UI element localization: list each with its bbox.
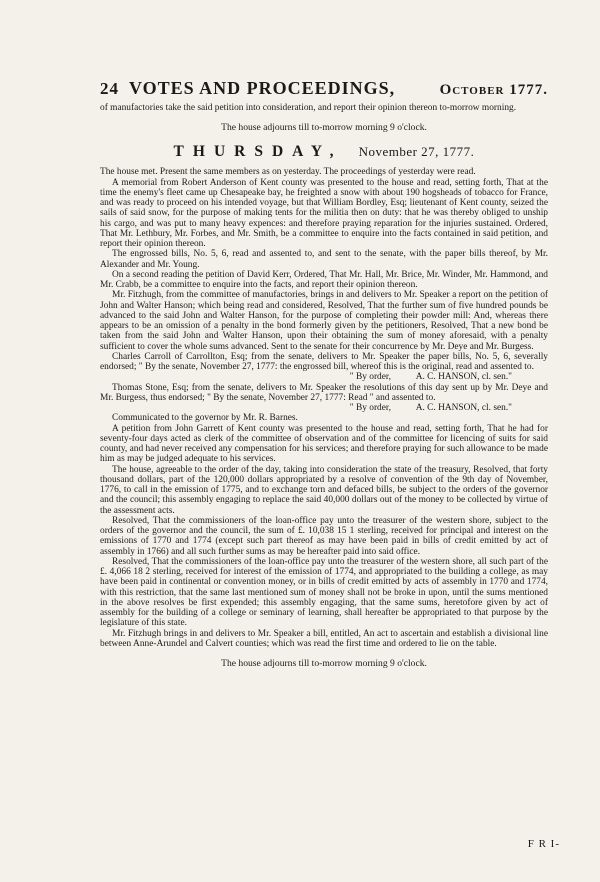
running-title: VOTES AND PROCEEDINGS, xyxy=(129,78,396,98)
day-name: THURSDAY, xyxy=(173,143,343,161)
paragraph: Resolved, That the commissioners of the loan-office pay unto the treasurer of the western shore, subject to the orders of the governor and the council, the sum of £. 10,038 15 1 sterling, received for principal and interest on the emissions of 1770 and 1774 (except such part thereof as may have been paid in bills of credit emitted by act of assembly in 1766) and all such further sums as may be hereafter paid into said office. xyxy=(100,515,548,557)
adjourn-notice-bottom: The house adjourns till to-morrow morning 9 o'clock. xyxy=(221,658,427,669)
paragraph: The house met. Present the same members as on yesterday. The proceedings of yesterday were read. xyxy=(100,167,476,178)
catchword: F R I- xyxy=(527,838,560,850)
signature-line xyxy=(100,403,548,413)
adjourn-notice-top: The house adjourns till to-morrow morning 9 o'clock. xyxy=(221,122,427,134)
running-date: October 1777. xyxy=(439,82,548,98)
paragraph: Resolved, That the commissioners of the loan-office pay unto the treasurer of the western shore, all such part of the £. 4,066 18 2 sterling, received for interest of the emission of 1774, and appropriated to the building a college, as may have been paid in continental or convention money, or in bills of credit emitted by acts of assembly in 1770 and 1774, with this restriction, that the same last mentioned sum of money shall not be broke in upon, until the sums mentioned in the above resolves be first expended; this assembly engaging, that the same sums, heretofore given by act of assembly for the building of a college or seminary of learning, shall hereafter be appropriated to that purpose by the legislature of this state. xyxy=(100,556,548,629)
paragraph: Charles Carroll of Carrollton, Esq; from the senate, delivers to Mr. Speaker the paper bills, No. 5, 6, severally endorsed; " By the senate, November 27, 1777: the engrossed bill, whereof this is the original, read and assented to. xyxy=(100,351,548,372)
signature-by-order: " By order, xyxy=(349,372,391,383)
paragraph: The engrossed bills, No. 5, 6, read and assented to, and sent to the senate, with the paper bills thereof, by Mr. Alexander and Mr. Young. xyxy=(100,249,548,270)
day-date: November 27, 1777. xyxy=(358,144,475,160)
paragraph: Mr. Fitzhugh, from the committee of manufactories, brings in and delivers to Mr. Speaker a report on the petition of John and Walter Hanson; which being read and considered, Resolved, That the further sum of five hundred pounds be advanced to the said John and Walter Hanson, for the purpose of completing their powder mill: And, whereas there appears to be an omission of a penalty in the bond formerly given by the petitioners, Resolved, That a new bond be taken from the said John and Walter Hanson, upon their obtaining the sum of money aforesaid, with a penalty sufficient to cover the whole sums advanced. Sent to the senate for their concurrence by Mr. Deye and Mr. Burgess. xyxy=(100,290,548,352)
continuation-text: of manufactories take the said petition into consideration, and report their opinion thereon to-morrow morning. xyxy=(100,103,517,113)
signature-clerk: A. C. HANSON, cl. sen." xyxy=(415,372,512,383)
day-heading xyxy=(100,143,548,161)
page-number: 24 xyxy=(100,79,119,98)
paragraph: On a second reading the petition of David Kerr, Ordered, That Mr. Hall, Mr. Brice, Mr. Winder, Mr. Hammond, and Mr. Crabb, be a committee to enquire into the facts, and report their opinion thereon. xyxy=(100,269,548,290)
communicated-line: Communicated to the governor by Mr. R. Barnes. xyxy=(112,413,298,424)
paragraph: A memorial from Robert Anderson of Kent county was presented to the house and read, setting forth, That at the time the enemy's fleet came up Chesapeake bay, he freighted a snow with about 190 hogsheads of tobacco for France, and was ready to proceed on his intended voyage, but that William Bordley, Esq; lieutenant of Kent county, seized the sails of said snow, for the purpose of making tents for the militia then on duty: that he was thereby obliged to unship his cargo, and was put to many heavy expences: and therefore praying reparation for the injuries sustained. Ordered, That Mr. Lethbury, Mr. Forbes, and Mr. Smith, be a committee to enquire into the facts contained in said petition, and report their opinion thereon. xyxy=(100,177,548,249)
paragraph: Mr. Fitzhugh brings in and delivers to Mr. Speaker a bill, entitled, An act to ascertain and establish a divisional line between Anne-Arundel and Calvert counties; which was read the first time and ordered to lie on the table. xyxy=(100,628,548,649)
signature-clerk: A. C. HANSON, cl. sen." xyxy=(415,403,512,413)
paragraph: A petition from John Garrett of Kent county was presented to the house and read, setting forth, That he had for seventy-four days acted as clerk of the committee of observation and of the committee for licencing of suits for said county, and had never received any compensation for his services; and therefore praying for such allowance to be made him as may be judged adequate to his services. xyxy=(100,423,548,465)
signature-by-order: " By order, xyxy=(349,403,391,413)
page-header xyxy=(100,78,548,99)
paragraph: Thomas Stone, Esq; from the senate, delivers to Mr. Speaker the resolutions of this day sent up by Mr. Deye and Mr. Burgess, thus endorsed; " By the senate, November 27, 1777: Read " and assented to. xyxy=(100,382,548,403)
paragraph: The house, agreeable to the order of the day, taking into consideration the state of the treasury, Resolved, that forty thousand dollars, part of the 120,000 dollars appropriated by a resolve of convention of the 9th day of November, 1776, to call in the emission of 1775, and to exchange torn and defaced bills, be subject to the orders of the governor and the council; this assembly engaging to replace the said 40,000 dollars out of the money to be collected by virtue of the assessment acts. xyxy=(100,464,548,516)
signature-line xyxy=(100,372,548,382)
